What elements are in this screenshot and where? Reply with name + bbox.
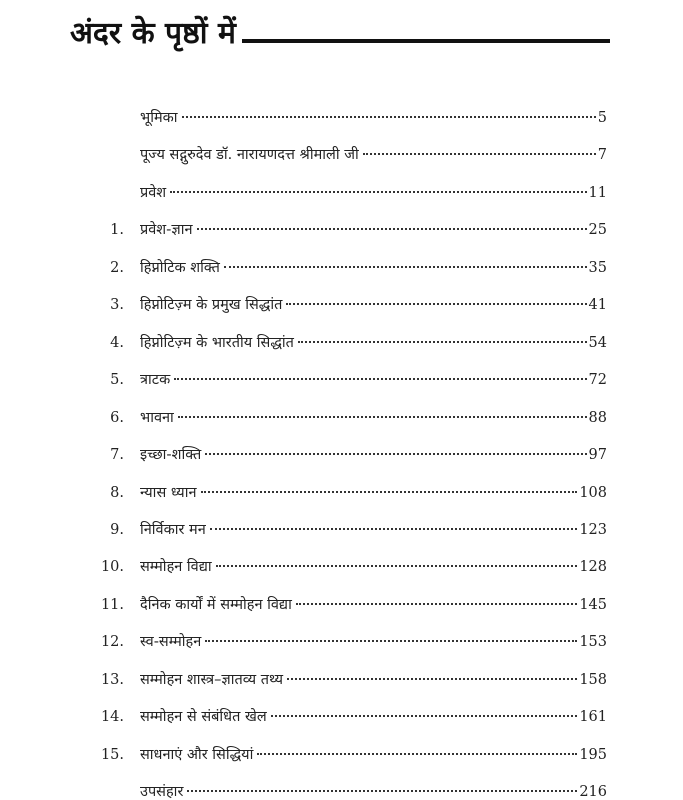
- toc-entry: [0, 290, 683, 320]
- dot-leader: [187, 790, 577, 792]
- toc-entry-title: हिप्नोटिज़्म के प्रमुख सिद्धांत: [140, 297, 283, 314]
- toc-entry-number: 10.: [100, 559, 124, 576]
- toc-entry-number: 1.: [110, 222, 124, 239]
- toc-entry-title: इच्छा-शक्ति: [140, 447, 202, 464]
- dot-leader: [182, 116, 596, 118]
- toc-entry-title: सम्मोहन विद्या: [140, 559, 212, 576]
- toc-entry: [0, 515, 683, 545]
- toc-entry: [0, 590, 683, 620]
- toc-entry-page-number: 153: [579, 634, 607, 651]
- toc-entry-page-number: 35: [588, 259, 607, 276]
- toc-entry-number: 15.: [100, 746, 124, 763]
- toc-entry-number: 2.: [110, 259, 124, 276]
- toc-entry-page-number: 25: [588, 222, 607, 239]
- toc-entry-title: त्राटक: [140, 372, 171, 389]
- toc-entry-page-number: 41: [588, 297, 607, 314]
- toc-entry-number: 13.: [100, 671, 124, 688]
- toc-entry-line: [140, 702, 607, 732]
- toc-entry-page-number: 108: [579, 484, 607, 501]
- toc-entry-page-number: 161: [579, 709, 607, 726]
- dot-leader: [271, 715, 578, 717]
- toc-entry-line: [140, 290, 607, 320]
- toc-entry-number: 6.: [110, 409, 124, 426]
- toc-entry-page-number: 145: [579, 596, 607, 613]
- toc-entry-line: [140, 403, 607, 433]
- dot-leader: [197, 228, 587, 230]
- toc-entry-page-number: 123: [579, 521, 607, 538]
- toc-entry-page-number: 97: [588, 447, 607, 464]
- toc-entry-line: [140, 590, 607, 620]
- toc-entry: [0, 702, 683, 732]
- dot-leader: [170, 191, 586, 193]
- toc-entry-line: [140, 515, 607, 545]
- toc-entry-title: पूज्य सद्गुरुदेव डॉ. नारायणदत्त श्रीमाली जी: [140, 147, 359, 164]
- toc-entry: [0, 552, 683, 582]
- dot-leader: [205, 453, 586, 455]
- toc-entry-number: 4.: [110, 334, 124, 351]
- toc-entry: [0, 478, 683, 508]
- toc-entry-title: उपसंहार: [140, 784, 184, 800]
- toc-entry-title: प्रवेश: [140, 184, 167, 201]
- toc-entry-page-number: 88: [588, 409, 607, 426]
- dot-leader: [210, 528, 578, 530]
- toc-entry: [0, 627, 683, 657]
- toc-entry-number: 5.: [110, 372, 124, 389]
- toc-entry-title: न्यास ध्यान: [140, 484, 197, 501]
- toc-entry-line: [140, 440, 607, 470]
- toc-entry-title: दैनिक कार्यों में सम्मोहन विद्या: [140, 596, 292, 613]
- toc-entry-number: 14.: [100, 709, 124, 726]
- dot-leader: [296, 603, 577, 605]
- dot-leader: [201, 491, 578, 493]
- contents-heading: अंदर के पृष्ठों में: [70, 16, 236, 51]
- toc-entry-title: साधनाएं और सिद्धियां: [140, 746, 254, 763]
- toc-entry-page-number: 54: [588, 334, 607, 351]
- toc-entry-title: सम्मोहन शास्त्र–ज्ञातव्य तथ्य: [140, 671, 283, 688]
- toc-entry-line: [140, 140, 607, 170]
- toc-entry: [0, 178, 683, 208]
- toc-entry-title: भावना: [140, 409, 174, 426]
- toc-entry-number: 3.: [110, 297, 124, 314]
- toc-entry: [0, 253, 683, 283]
- toc-entry-title: हिप्नोटिक शक्ति: [140, 259, 220, 276]
- toc-entry-line: [140, 777, 607, 800]
- toc-entry-line: [140, 215, 607, 245]
- toc-entry-line: [140, 552, 607, 582]
- toc-entry-line: [140, 740, 607, 770]
- toc-entry-page-number: 5: [597, 110, 607, 126]
- dot-leader: [174, 378, 586, 380]
- toc-entry-number: 7.: [110, 447, 124, 464]
- toc-entry: [0, 440, 683, 470]
- toc-entry-number: 11.: [100, 596, 124, 613]
- toc-entry-line: [140, 365, 607, 395]
- toc-entry: [0, 740, 683, 770]
- toc-entry: [0, 665, 683, 695]
- toc-entry-number: 9.: [110, 521, 124, 538]
- dot-leader: [257, 753, 577, 755]
- heading-rule: [242, 39, 610, 43]
- toc-entry: [0, 215, 683, 245]
- toc-entry-line: [140, 478, 607, 508]
- toc-entry: [0, 328, 683, 358]
- toc-entry-page-number: 128: [579, 559, 607, 576]
- toc-entry: [0, 403, 683, 433]
- toc-entry: [0, 365, 683, 395]
- toc-entry-line: [140, 253, 607, 283]
- toc-entry: [0, 140, 683, 170]
- toc-entry-page-number: 7: [597, 147, 607, 164]
- toc-entry-page-number: 195: [579, 746, 607, 763]
- toc-entry-title: प्रवेश-ज्ञान: [140, 222, 193, 239]
- toc-entry-title: स्व-सम्मोहन: [140, 634, 202, 651]
- toc-entry-number: 8.: [110, 484, 124, 501]
- dot-leader: [178, 416, 587, 418]
- toc-entry-page-number: 11: [588, 184, 607, 201]
- dot-leader: [205, 640, 577, 642]
- dot-leader: [286, 303, 586, 305]
- toc-entry-line: [140, 328, 607, 358]
- dot-leader: [216, 565, 578, 567]
- toc-entry-title: हिप्नोटिज़्म के भारतीय सिद्धांत: [140, 334, 294, 351]
- toc-entry-line: [140, 178, 607, 208]
- toc-entry-line: [140, 103, 607, 133]
- toc-entry: [0, 103, 683, 133]
- toc-entry-title: सम्मोहन से संबंधित खेल: [140, 709, 267, 726]
- contents-heading-row: [70, 6, 610, 54]
- toc-entry-page-number: 158: [579, 671, 607, 688]
- dot-leader: [287, 678, 577, 680]
- toc-entry-page-number: 216: [579, 784, 607, 800]
- dot-leader: [224, 266, 587, 268]
- dot-leader: [363, 153, 596, 155]
- toc-entry: [0, 777, 683, 800]
- toc-entry-line: [140, 627, 607, 657]
- toc-entry-line: [140, 665, 607, 695]
- toc-entry-title: भूमिका: [140, 110, 178, 126]
- toc-entry-number: 12.: [100, 634, 124, 651]
- toc-entry-page-number: 72: [588, 372, 607, 389]
- toc-entry-title: निर्विकार मन: [140, 521, 206, 538]
- dot-leader: [298, 341, 587, 343]
